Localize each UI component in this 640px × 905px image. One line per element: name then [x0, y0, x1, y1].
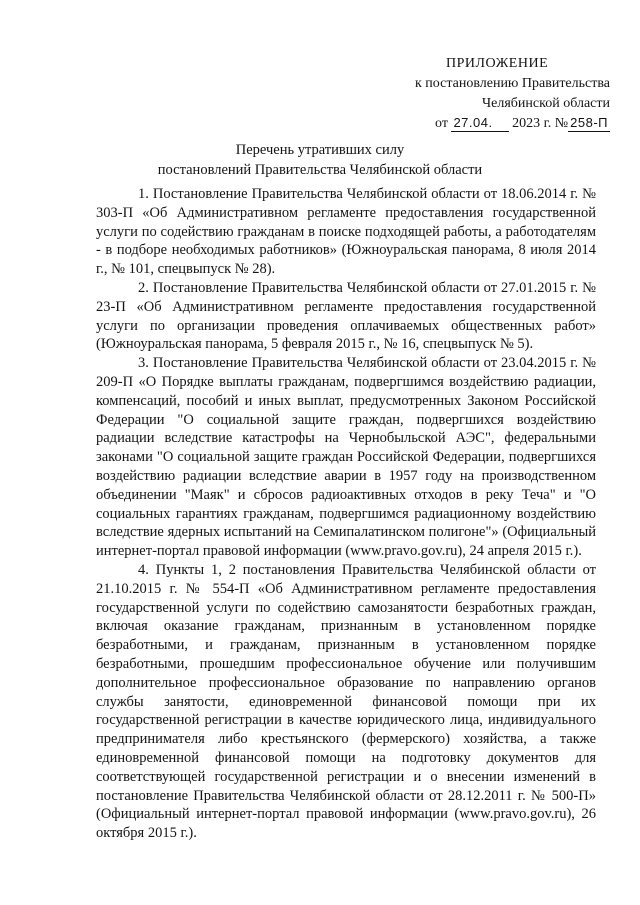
number-field — [568, 115, 610, 132]
appendix-line-2: Челябинской области — [482, 96, 610, 111]
list-item-1: 1. Постановление Правительства Челябинской области от 18.06.2014 г. № 303-П «Об Административном регламенте предоставления государственной услуги по содействию гражданам в поиске подходящей работы, а работодателям - в подборе необходимых работников» (Южноуральская панорама, 8 июля 2014 г., № 101, спецвыпуск № 28). — [96, 186, 596, 278]
document-body — [96, 185, 596, 843]
appendix-block — [380, 54, 610, 134]
date-prefix: от — [435, 116, 448, 131]
year-text: 2023 г. № — [512, 116, 569, 131]
handwritten-date: 27.04. — [453, 115, 493, 130]
appendix-line-1: к постановлению Правительства — [414, 76, 610, 91]
date-field — [451, 115, 508, 132]
appendix-heading: ПРИЛОЖЕНИЕ — [446, 56, 549, 71]
document-title — [60, 140, 580, 180]
appendix-date-line — [380, 114, 610, 134]
title-line-1: Перечень утративших силу — [235, 142, 405, 158]
list-item-4: 4. Пункты 1, 2 постановления Правительства Челябинской области от 21.10.2015 г. № 554-П «Об Административном регламенте предоставления государственной услуги по содействию самозанятости безработных граждан, включая оказание гражданам, признанным в установленном порядке безработными, и гражданам, признанным в установленном порядке безработными, прошедшим профессиональное обучение или получившим дополнительное профессиональное образование по направлению органов службы занятости, единовременной финансовой помощи при их государственной регистрации в качестве юридического лица, индивидуального предпринимателя либо крестьянского (фермерского) хозяйства, а также единовременной финансовой помощи на подготовку документов для соответствующей государственной регистрации и о внесении изменений в постановление Правительства Челябинской области от 28.12.2011 г. № 500-П» (Официальный интернет-портал правовой информации (www.pravo.gov.ru), 26 октября 2015 г.). — [96, 561, 596, 842]
title-line-2: постановлений Правительства Челябинской области — [157, 162, 483, 178]
handwritten-number: 258-П — [570, 115, 608, 130]
list-item-2: 2. Постановление Правительства Челябинской области от 27.01.2015 г. № 23-П «Об Административном регламенте предоставления государственной услуги по организации проведения оплачиваемых общественных работ» (Южноуральская панорама, 5 февраля 2015 г., № 16, спецвыпуск № 5). — [96, 279, 596, 353]
list-item-3: 3. Постановление Правительства Челябинской области от 23.04.2015 г. № 209-П «О Порядке выплаты гражданам, подвергшимся воздействию радиации, компенсаций, пособий и иных выплат, предусмотренных Законом Российской Федерации "О социальной защите граждан, подвергшихся воздействию радиации вследствие катастрофы на Чернобыльской АЭС", федеральными законами "О социальной защите граждан Российской Федерации, подвергшихся воздействию радиации вследствие аварии в 1957 году на производственном объединении "Маяк" и сбросов радиоактивных отходов в реку Теча" и "О социальных гарантиях гражданам, подвергшимся радиационному воздействию вследствие ядерных испытаний на Семипалатинском полигоне"» (Официальный интернет-портал правовой информации (www.pravo.gov.ru), 24 апреля 2015 г.). — [96, 355, 596, 560]
